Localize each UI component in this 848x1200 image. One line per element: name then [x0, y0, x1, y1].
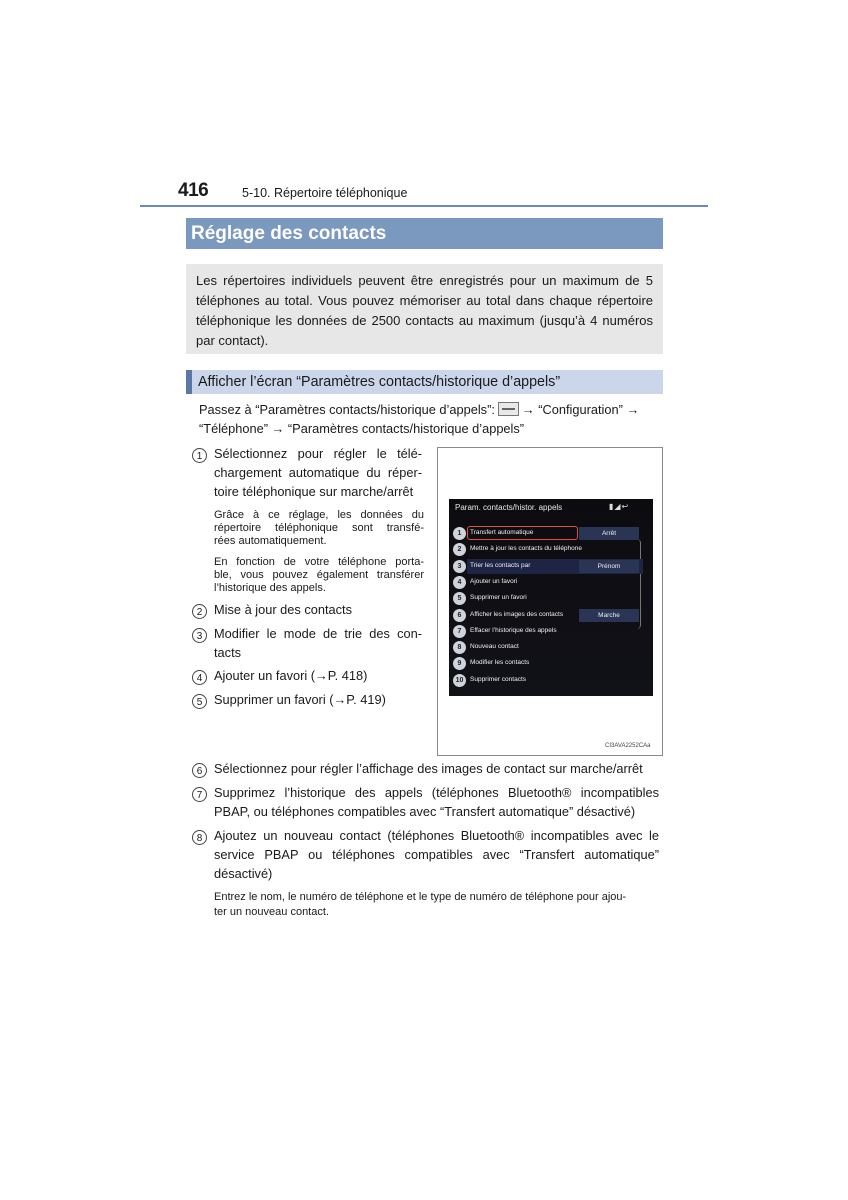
row-value-button[interactable]: Arrêt	[579, 527, 639, 540]
screen-menu-row[interactable]	[453, 673, 645, 689]
item-8-note: Entrez le nom, le numéro de téléphone et le type de numéro de téléphone pour ajou- ter un nouveau contact.	[214, 891, 627, 918]
page-title: Réglage des contacts	[186, 218, 663, 249]
item-1-note-1: Grâce à ce réglage, les données du répertoire téléphonique sont transfé- rées automatiquement.	[214, 509, 424, 547]
row-label: Supprimer un favori	[470, 594, 527, 602]
header-rule	[140, 205, 708, 207]
item-2-text: Mise à jour des contacts	[214, 602, 352, 617]
section-label: 5-10. Répertoire téléphonique	[242, 186, 408, 200]
row-label: Effacer l’historique des appels	[470, 626, 557, 634]
screen-menu-row[interactable]	[453, 624, 645, 640]
subsection-heading: Afficher l’écran “Paramètres contacts/historique d’appels”	[186, 370, 663, 394]
row-label: Nouveau contact	[470, 643, 519, 651]
item-number-1: 1	[192, 446, 207, 464]
screen-menu-row[interactable]	[453, 608, 645, 624]
row-number-badge: 10	[453, 674, 466, 687]
row-number-badge: 3	[453, 560, 466, 573]
row-label: Trier les contacts par	[470, 561, 531, 569]
row-label: Transfert automatique	[470, 529, 534, 536]
row-value-button[interactable]: Prénom	[579, 560, 639, 573]
row-number-badge: 2	[453, 543, 466, 556]
row-number-badge: 4	[453, 576, 466, 589]
item-5-text: Supprimer un favori (→P. 419)	[214, 692, 386, 707]
path-instruction-2: “Téléphone” → “Paramètres contacts/historique d’appels”	[199, 421, 525, 436]
row-number-badge: 7	[453, 625, 466, 638]
item-4-text: Ajouter un favori (→P. 418)	[214, 668, 368, 683]
screen-menu-row[interactable]	[453, 591, 645, 607]
screen-menu-row[interactable]	[453, 526, 645, 542]
item-6-text: Sélectionnez pour régler l’affichage des images de contact sur marche/arrêt	[214, 761, 643, 776]
item-number-2: 2	[192, 602, 207, 620]
status-icons: ▮◢↩	[609, 502, 630, 511]
row-value-button[interactable]: Marche	[579, 609, 639, 622]
item-1-note-2: En fonction de votre téléphone porta- ble, vous pouvez également transférer l’historique des appels.	[214, 556, 424, 594]
menu-button-icon	[498, 402, 519, 416]
path-text-a: Passez à “Paramètres contacts/historique d’appels”:	[199, 402, 495, 417]
item-number-7: 7	[192, 785, 207, 803]
row-number-badge: 1	[453, 527, 466, 540]
row-number-badge: 8	[453, 641, 466, 654]
path-instruction	[199, 400, 663, 419]
screen-menu-row[interactable]	[453, 559, 645, 575]
item-number-5: 5	[192, 692, 207, 710]
selection-cursor	[467, 526, 578, 540]
item-3-text: Modifier le mode de trie des con- tacts	[214, 626, 422, 660]
item-number-4: 4	[192, 668, 207, 686]
path-text-b: → “Configuration” →	[521, 402, 640, 417]
row-number-badge: 6	[453, 609, 466, 622]
item-number-8: 8	[192, 828, 207, 846]
row-number-badge: 5	[453, 592, 466, 605]
item-number-6: 6	[192, 761, 207, 779]
item-7-text: Supprimez l’historique des appels (téléphones Bluetooth® incompatibles PBAP, ou téléphones compatibles avec “Transfert automatique” désactivé)	[214, 785, 659, 819]
item-number-3: 3	[192, 626, 207, 644]
item-8-text: Ajoutez un nouveau contact (téléphones Bluetooth® incompatibles avec le service PBAP ou téléphones compatibles avec “Transfert automatique” désactivé)	[214, 828, 659, 881]
row-label: Mettre à jour les contacts du téléphone	[470, 545, 583, 553]
row-number-badge: 9	[453, 657, 466, 670]
screen-menu-row[interactable]	[453, 542, 645, 558]
page-number: 416	[178, 180, 209, 201]
row-label: Supprimer contacts	[470, 675, 526, 683]
screen-title: Param. contacts/histor. appels	[455, 503, 563, 512]
figure-code: CI3AVA2252CAa	[605, 743, 651, 749]
row-label: Modifier les contacts	[470, 659, 530, 667]
screen-menu-row[interactable]	[453, 640, 645, 656]
row-label: Ajouter un favori	[470, 577, 518, 585]
screen-menu-row[interactable]	[453, 656, 645, 672]
item-1-text: Sélectionnez pour régler le télé- chargement automatique du réper- toire téléphonique sur marche/arrêt	[214, 446, 422, 499]
row-label: Afficher les images des contacts	[470, 610, 564, 618]
screen-menu-row[interactable]	[453, 575, 645, 591]
intro-box: Les répertoires individuels peuvent être enregistrés pour un maximum de 5 téléphones au total. Vous pouvez mémoriser au total dans chaque répertoire téléphonique les données de 2500 contacts au maximum (jusqu’à 4 numéros par contact).	[186, 264, 663, 354]
infotainment-screen	[449, 499, 653, 696]
